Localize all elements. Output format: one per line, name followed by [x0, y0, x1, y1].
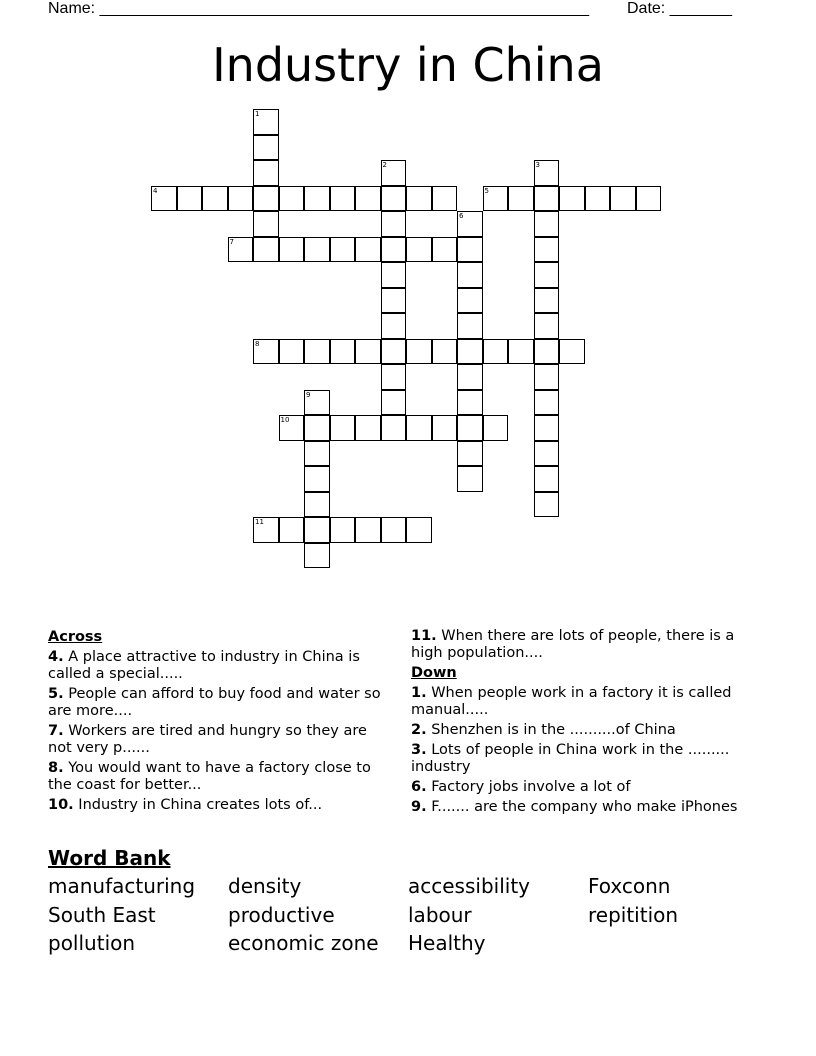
crossword-cell[interactable]: [304, 390, 330, 416]
crossword-cell[interactable]: [457, 364, 483, 390]
crossword-cell[interactable]: [457, 262, 483, 288]
word-bank-item: Foxconn: [588, 874, 671, 898]
clue-item: [411, 722, 756, 739]
crossword-cell[interactable]: [304, 441, 330, 467]
clue-text: Workers are tired and hungry so they are not very p......: [48, 723, 367, 756]
crossword-cell[interactable]: [381, 237, 407, 263]
crossword-cell[interactable]: [406, 415, 432, 441]
crossword-cell[interactable]: [534, 415, 560, 441]
crossword-cell[interactable]: [483, 415, 509, 441]
crossword-cell[interactable]: [355, 415, 381, 441]
clue-number: 4: [153, 186, 158, 195]
word-bank-item: Healthy: [408, 931, 486, 955]
crossword-cell[interactable]: [457, 288, 483, 314]
clue-item: [411, 628, 756, 662]
crossword-cell[interactable]: [406, 517, 432, 543]
word-bank-item: repitition: [588, 903, 679, 927]
clue-text: You would want to have a factory close to the coast for better...: [48, 760, 371, 793]
crossword-cell[interactable]: [330, 517, 356, 543]
crossword-cell[interactable]: [406, 339, 432, 365]
clue-number: 8: [255, 339, 260, 348]
clue-number: 2: [382, 161, 387, 169]
crossword-cell[interactable]: [279, 339, 305, 365]
crossword-cell[interactable]: [381, 517, 407, 543]
clue-item: [411, 742, 756, 776]
crossword-cell[interactable]: [304, 466, 330, 492]
crossword-cell[interactable]: [432, 339, 458, 365]
crossword-cell[interactable]: [330, 237, 356, 263]
clue-number: 6: [459, 212, 464, 220]
word-bank-item: South East: [48, 903, 156, 927]
crossword-cell[interactable]: [534, 160, 560, 186]
clue-text: F....... are the company who make iPhones: [426, 799, 738, 815]
crossword-cell[interactable]: [381, 313, 407, 339]
clue-text: Industry in China creates lots of...: [73, 797, 323, 813]
crossword-cell[interactable]: [381, 211, 407, 237]
crossword-cell[interactable]: [457, 313, 483, 339]
clue-item: [411, 779, 756, 796]
crossword-cell[interactable]: [381, 160, 407, 186]
clue-number-label: 3.: [411, 742, 427, 758]
crossword-cell[interactable]: [253, 109, 279, 135]
crossword-cell[interactable]: [253, 211, 279, 237]
crossword-cell[interactable]: [253, 237, 279, 263]
crossword-cell[interactable]: [228, 237, 254, 263]
clue-number-label: 6.: [411, 779, 427, 795]
crossword-cell[interactable]: [355, 339, 381, 365]
crossword-cell[interactable]: [534, 466, 560, 492]
name-field-label[interactable]: Name: _______________________________________________________: [48, 0, 589, 17]
crossword-cell[interactable]: [534, 211, 560, 237]
word-bank-title: Word Bank: [48, 846, 171, 870]
crossword-cell[interactable]: [636, 186, 662, 212]
crossword-cell[interactable]: [534, 492, 560, 518]
clue-number-label: 7.: [48, 723, 64, 739]
crossword-cell[interactable]: [381, 288, 407, 314]
crossword-cell[interactable]: [253, 517, 279, 543]
crossword-cell[interactable]: [381, 364, 407, 390]
crossword-cell[interactable]: [381, 339, 407, 365]
date-field-label[interactable]: Date: _______: [627, 0, 732, 17]
crossword-cell[interactable]: [432, 415, 458, 441]
crossword-cell[interactable]: [228, 186, 254, 212]
crossword-cell[interactable]: [330, 186, 356, 212]
crossword-cell[interactable]: [534, 441, 560, 467]
crossword-cell[interactable]: [304, 543, 330, 569]
clue-number-label: 8.: [48, 760, 64, 776]
crossword-cell[interactable]: [457, 466, 483, 492]
right-clues: [411, 628, 756, 819]
crossword-cell[interactable]: [559, 339, 585, 365]
clue-text: People can afford to buy food and water so are more....: [48, 686, 381, 719]
crossword-cell[interactable]: [406, 186, 432, 212]
clue-number: 9: [306, 390, 311, 399]
across-heading: Across: [48, 629, 103, 645]
across-clue-list-cont: [411, 628, 756, 662]
crossword-cell[interactable]: [304, 517, 330, 543]
crossword-cell[interactable]: [534, 313, 560, 339]
clue-number: 7: [229, 237, 234, 246]
down-clue-list: [411, 685, 756, 816]
clue-item: [411, 685, 756, 719]
crossword-cell[interactable]: [304, 237, 330, 263]
clue-number: 11: [255, 518, 264, 526]
crossword-cell[interactable]: [457, 237, 483, 263]
crossword-cell[interactable]: [381, 415, 407, 441]
page-title: Industry in China: [212, 38, 604, 92]
crossword-cell[interactable]: [355, 186, 381, 212]
crossword-cell[interactable]: [534, 364, 560, 390]
down-heading: Down: [411, 665, 457, 681]
clue-item: [48, 797, 393, 814]
clue-number-label: 9.: [411, 799, 427, 815]
crossword-cell[interactable]: [457, 415, 483, 441]
crossword-cell[interactable]: [534, 339, 560, 365]
word-bank-item: pollution: [48, 931, 136, 955]
crossword-cell[interactable]: [610, 186, 636, 212]
crossword-cell[interactable]: [483, 339, 509, 365]
crossword-cell[interactable]: [508, 186, 534, 212]
crossword-cell[interactable]: [381, 186, 407, 212]
crossword-cell[interactable]: [330, 415, 356, 441]
crossword-cell[interactable]: [585, 186, 611, 212]
clue-text: When people work in a factory it is called manual.....: [411, 685, 732, 718]
crossword-cell[interactable]: [559, 186, 585, 212]
clue-number: 3: [535, 161, 540, 169]
crossword-cell[interactable]: [177, 186, 203, 212]
crossword-cell[interactable]: [304, 186, 330, 212]
crossword-cell[interactable]: [483, 186, 509, 212]
crossword-cell[interactable]: [432, 186, 458, 212]
crossword-cell[interactable]: [534, 237, 560, 263]
crossword-cell[interactable]: [534, 390, 560, 416]
clue-number-label: 2.: [411, 722, 427, 738]
clue-number: 5: [484, 186, 489, 195]
clue-number-label: 10.: [48, 797, 74, 813]
clue-text: Shenzhen is in the ..........of China: [426, 722, 676, 738]
crossword-cell[interactable]: [381, 390, 407, 416]
crossword-cell[interactable]: [253, 135, 279, 161]
clue-text: When there are lots of people, there is a high population....: [411, 628, 735, 661]
clue-number-label: 4.: [48, 649, 64, 665]
clue-number-label: 5.: [48, 686, 64, 702]
crossword-cell[interactable]: [457, 441, 483, 467]
crossword-cell[interactable]: [279, 415, 305, 441]
crossword-cell[interactable]: [279, 186, 305, 212]
crossword-cell[interactable]: [534, 186, 560, 212]
clue-number: 10: [280, 416, 290, 424]
word-bank-item: productive: [228, 903, 335, 927]
crossword-cell[interactable]: [279, 517, 305, 543]
crossword-cell[interactable]: [304, 492, 330, 518]
clue-item: [48, 649, 393, 683]
crossword-cell[interactable]: [508, 339, 534, 365]
crossword-cell[interactable]: [457, 339, 483, 365]
crossword-cell[interactable]: [304, 415, 330, 441]
crossword-cell[interactable]: [432, 237, 458, 263]
across-clues: [48, 628, 393, 817]
crossword-cell[interactable]: [330, 339, 356, 365]
crossword-cell[interactable]: [381, 262, 407, 288]
clue-item: [48, 760, 393, 794]
crossword-cell[interactable]: [457, 211, 483, 237]
crossword-cell[interactable]: [355, 517, 381, 543]
crossword-cell[interactable]: [253, 160, 279, 186]
word-bank-item: economic zone: [228, 931, 379, 955]
word-bank-item: labour: [408, 903, 472, 927]
across-clue-list: [48, 649, 393, 814]
word-bank-item: accessibility: [408, 874, 530, 898]
clue-number-label: 1.: [411, 685, 427, 701]
crossword-cell[interactable]: [279, 237, 305, 263]
crossword-cell[interactable]: [534, 262, 560, 288]
clue-number: 1: [255, 110, 260, 118]
clue-text: Factory jobs involve a lot of: [426, 779, 631, 795]
clue-item: [48, 686, 393, 720]
crossword-cell[interactable]: [253, 339, 279, 365]
clue-text: Lots of people in China work in the ......... industry: [411, 742, 730, 775]
crossword-cell[interactable]: [253, 186, 279, 212]
crossword-cell[interactable]: [355, 237, 381, 263]
word-bank-item: manufacturing: [48, 874, 196, 898]
crossword-cell[interactable]: [406, 237, 432, 263]
clue-item: [48, 723, 393, 757]
clue-item: [411, 799, 756, 816]
crossword-cell[interactable]: [202, 186, 228, 212]
crossword-cell[interactable]: [304, 339, 330, 365]
crossword-cell[interactable]: [457, 390, 483, 416]
crossword-cell[interactable]: [151, 186, 177, 212]
clue-text: A place attractive to industry in China is called a special.....: [48, 649, 360, 682]
word-bank-item: density: [228, 874, 302, 898]
crossword-cell[interactable]: [534, 288, 560, 314]
clue-number-label: 11.: [411, 628, 437, 644]
